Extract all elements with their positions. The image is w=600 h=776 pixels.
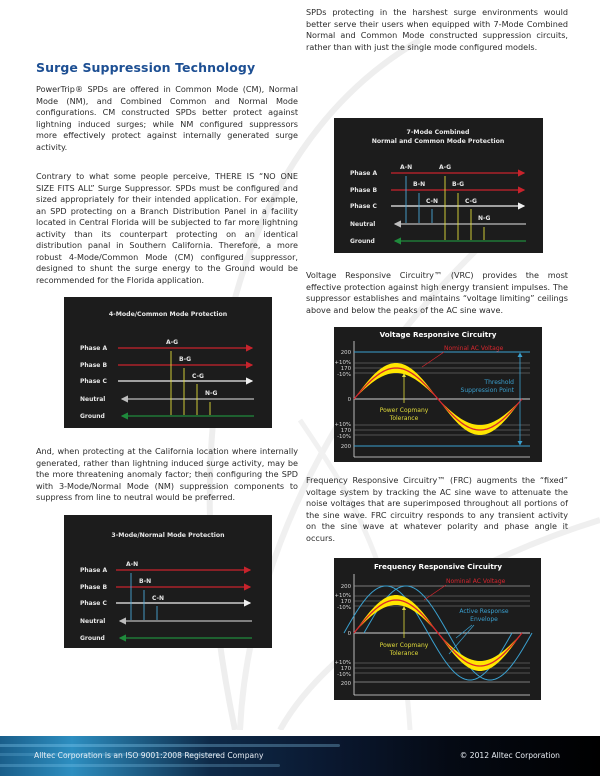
- nominal-pointer: [424, 585, 446, 600]
- threshold-label-line1: Threshold: [484, 379, 514, 386]
- mode-c-n-label: C-N: [426, 198, 439, 205]
- label-ground: Ground: [80, 413, 105, 420]
- footer-light-streak: [0, 744, 340, 747]
- mode-b-g-label: B-G: [179, 356, 191, 363]
- label-phase-a: Phase A: [350, 170, 378, 177]
- label-phase-c: Phase C: [80, 600, 107, 607]
- mode-b-n-label: B-N: [139, 578, 152, 585]
- label-phase-b: Phase B: [80, 584, 108, 591]
- four-mode-diagram: [64, 297, 272, 428]
- california-paragraph: And, when protecting at the California location where internally generated, rather than lightning induced surge activity, may be the more threatening anomaly factor; then configuring the SPD with 3-Mode/Normal Mode (NM) suppression components to suppress from line to neutral would be preferred.: [36, 446, 298, 502]
- tick-zero: 0: [347, 631, 351, 637]
- tolerance-label-line1: Power Copmany: [379, 642, 429, 649]
- mode-a-g-label: A-G: [439, 164, 452, 171]
- label-ground: Ground: [80, 635, 105, 642]
- label-neutral: Neutral: [80, 618, 106, 625]
- label-phase-c: Phase C: [80, 378, 107, 385]
- tick-200-top: 200: [340, 584, 351, 590]
- tick-200-top: 200: [340, 350, 351, 356]
- intro-paragraph: PowerTrip® SPDs are offered in Common Mode (CM), Normal Mode (NM), and Combined Common and Normal Mode configurations. CM constructed SPDs better protect against lightning induced surges; while NM configured suppressors more effectively protect against internally generated surge activity.: [36, 84, 298, 152]
- tick-plus10-top: +10%: [334, 360, 351, 366]
- nominal-pointer: [422, 352, 444, 367]
- envelope-label-line2: Envelope: [470, 616, 498, 623]
- label-phase-b: Phase B: [80, 362, 108, 369]
- seven-mode-diagram: [334, 118, 543, 253]
- tick-plus10-bottom: +10%: [334, 422, 351, 428]
- mode-c-g-label: C-G: [192, 373, 204, 380]
- label-ground: Ground: [350, 238, 375, 245]
- mode-a-n-label: A-N: [400, 164, 413, 171]
- tick-200-bottom: 200: [340, 444, 351, 450]
- threshold-arrow-head-bottom: [518, 441, 523, 446]
- label-phase-a: Phase A: [80, 567, 108, 574]
- nominal-voltage-label: Nominal AC Voltage: [444, 345, 504, 352]
- diagram-title-line1: 7-Mode Combined: [406, 129, 470, 136]
- tolerance-label-line1: Power Copmany: [379, 407, 429, 414]
- frc-chart: [334, 558, 541, 700]
- tick-plus10-top: +10%: [334, 593, 351, 599]
- tick-minus10-bottom: -10%: [337, 672, 351, 678]
- footer-light-streak: [0, 764, 280, 767]
- tick-170-bottom: 170: [340, 666, 351, 672]
- tick-minus10-top: -10%: [337, 372, 351, 378]
- vrc-chart: [334, 327, 542, 462]
- diagram-title-line2: Normal and Common Mode Protection: [371, 138, 505, 145]
- nominal-voltage-label: Nominal AC Voltage: [446, 578, 506, 585]
- footer-iso-statement: Alltec Corporation is an ISO 9001:2008 Registered Company: [34, 751, 264, 760]
- diagram-title: 3-Mode/Normal Mode Protection: [111, 532, 225, 539]
- mode-a-n-label: A-N: [126, 561, 139, 568]
- frc-paragraph: Frequency Responsive Circuitry™ (FRC) augments the “fixed” voltage system by tracking the AC sine wave to attenuate the noise voltages that are superimposed throughout all portions of the sine wave. FRC circuitry responds to any transient activity on the sine wave at whatever polarity and phase angle it occurs.: [306, 475, 568, 543]
- label-phase-c: Phase C: [350, 203, 377, 210]
- mode-a-g-label: A-G: [166, 339, 179, 346]
- mode-n-g-label: N-G: [478, 215, 491, 222]
- tick-170-top: 170: [340, 366, 351, 372]
- label-neutral: Neutral: [350, 221, 376, 228]
- mode-c-g-label: C-G: [465, 198, 477, 205]
- threshold-arrow-head-top: [518, 353, 523, 358]
- chart-title: Voltage Responsive Circuitry: [379, 330, 497, 339]
- section-title: Surge Suppression Technology: [36, 60, 256, 75]
- three-mode-diagram: [64, 515, 272, 648]
- page-footer: [0, 736, 600, 776]
- tick-170-bottom: 170: [340, 428, 351, 434]
- harshest-paragraph: SPDs protecting in the harshest surge environments would better serve their users when equipped with 7-Mode Combined Normal and Common Mode constructed suppression circuits, rather than with just the single mode configured models.: [306, 7, 568, 52]
- tick-minus10-bottom: -10%: [337, 434, 351, 440]
- mode-c-n-label: C-N: [152, 595, 165, 602]
- tick-minus10-top: -10%: [337, 605, 351, 611]
- contrary-paragraph: Contrary to what some people perceive, THERE IS “NO ONE SIZE FITS ALL” Surge Suppressor. SPDs must be configured and sized appropriately for their intended application. For example, an SPD protecting on a Branch Distribution Panel in a facility located in Central Florida will be subjected to far more lightning activity than its counterpart protecting on an identical distribution panal in Southern California. Therefore, a more robust 4-Mode/Common Mode (CM) configured suppressor, designed to shunt the surge energy to the Ground would be recommended for the Florida application.: [36, 171, 298, 285]
- label-neutral: Neutral: [80, 396, 106, 403]
- mode-b-n-label: B-N: [413, 181, 426, 188]
- tick-zero: 0: [347, 397, 351, 403]
- diagram-title: 4-Mode/Common Mode Protection: [108, 311, 228, 318]
- tick-plus10-bottom: +10%: [334, 660, 351, 666]
- vrc-paragraph: Voltage Responsive Circuitry™ (VRC) provides the most effective protection against high energy transient impulses. The suppressor establishes and maintains “voltage limiting” ceilings above and below the peaks of the AC sine wave.: [306, 270, 568, 315]
- envelope-label-line1: Active Response: [459, 608, 509, 615]
- tick-170-top: 170: [340, 599, 351, 605]
- chart-title: Frequency Responsive Circuitry: [373, 562, 503, 571]
- tick-200-bottom: 200: [340, 681, 351, 687]
- threshold-label-line2: Suppression Point: [460, 387, 514, 394]
- tolerance-label-line2: Tolerance: [389, 415, 419, 422]
- label-phase-b: Phase B: [350, 187, 378, 194]
- mode-b-g-label: B-G: [452, 181, 464, 188]
- mode-n-g-label: N-G: [205, 390, 218, 397]
- footer-copyright: © 2012 Alltec Corporation: [459, 751, 560, 760]
- tolerance-label-line2: Tolerance: [389, 650, 419, 657]
- envelope-pointer-2: [449, 625, 474, 654]
- label-phase-a: Phase A: [80, 345, 108, 352]
- envelope-pointer-1: [456, 625, 472, 638]
